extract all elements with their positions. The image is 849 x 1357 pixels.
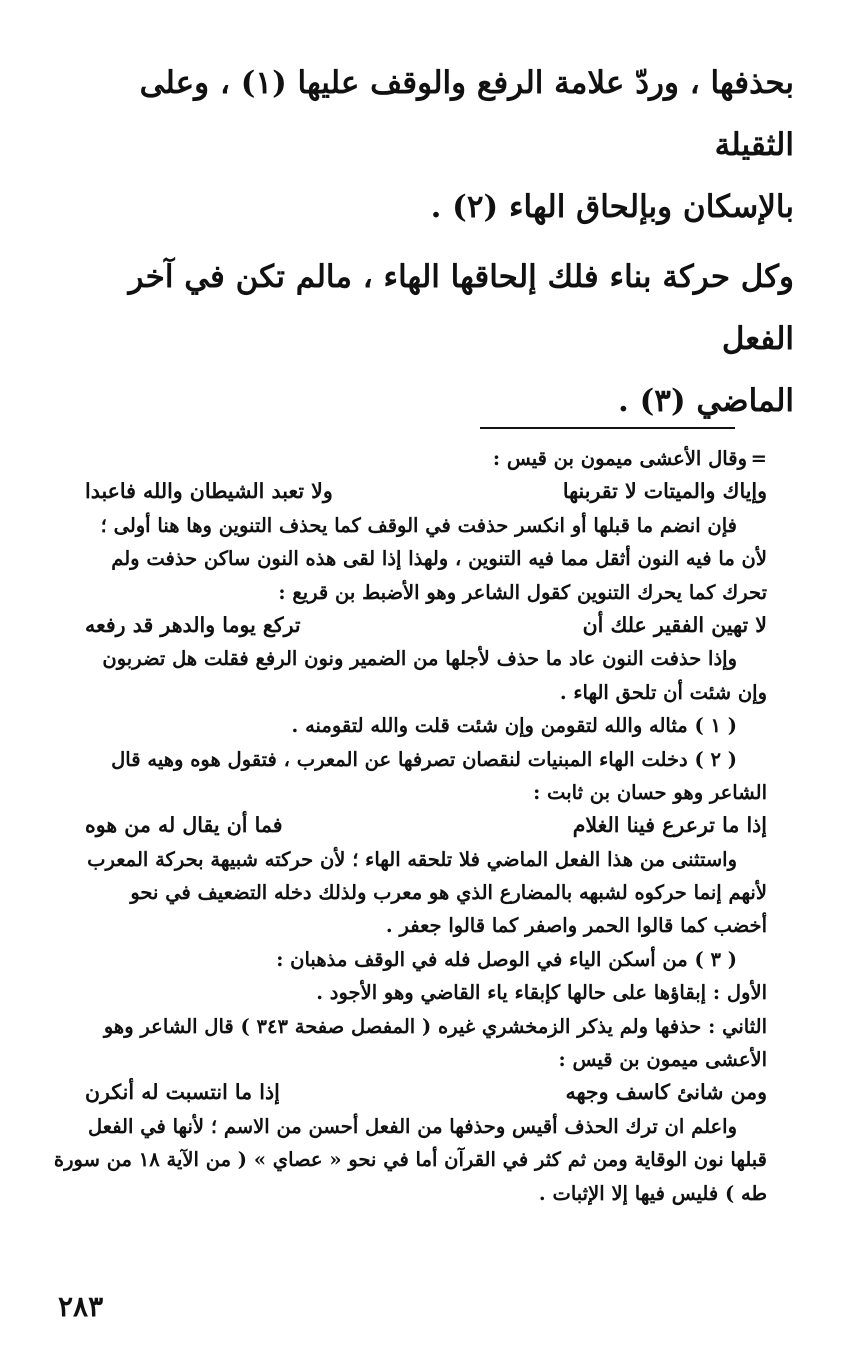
footnote-line: الثاني : حذفها ولم يذكر الزمخشري غيره ( المفصل صفحة ٣٤٣ ) قال الشاعر وهو	[103, 1014, 767, 1038]
main-text	[60, 52, 794, 432]
verse-hemistich: فما أن يقال له من هوه	[85, 813, 283, 838]
footnote-line: وإذا حذفت النون عاد ما حذف لأجلها من الضمير ونون الرفع فقلت هل تضربون	[102, 647, 737, 671]
verse-line	[85, 1076, 767, 1109]
footnote-line: قبلها نون الوقاية ومن ثم كثر في القرآن أما في نحو « عصاي » ( من الآية ١٨ من سورة	[53, 1148, 767, 1172]
verse-hemistich: تركع يوما والدهر قد رفعه	[85, 612, 301, 637]
verse-hemistich: إذا ما انتسبت له أنكرن	[85, 1080, 280, 1105]
footnotes	[53, 442, 767, 1210]
main-line: بحذفها ، وردّ علامة الرفع والوقف عليها (١) ، وعلى الثقيلة	[139, 65, 794, 163]
footnote-line: طه ) فليس فيها إلا الإثبات .	[538, 1181, 767, 1205]
footnote-line: واستثنى من هذا الفعل الماضي فلا تلحقه الهاء ؛ لأن حركته شبيهة بحركة المعرب	[87, 847, 737, 871]
footnote-line: الأعشى ميمون بن قيس :	[558, 1048, 767, 1072]
footnote-line: لأنهم إنما حركوه لشبهه بالمضارع الذي هو معرب ولذلك دخله التضعيف في نحو	[130, 881, 767, 905]
continuation-mark: =	[750, 447, 767, 470]
footnote-line: تحرك كما يحرك التنوين كقول الشاعر وهو الأضبط بن قريع :	[278, 580, 767, 604]
footnote-text: وقال الأعشى ميمون بن قيس :	[492, 447, 747, 470]
verse-line	[85, 609, 767, 642]
verse-hemistich: لا تهين الفقير علك أن	[582, 612, 767, 637]
page-number: ٢٨٣	[58, 1290, 104, 1323]
main-line: الماضي (٣) .	[618, 383, 794, 419]
footnote-line: الشاعر وهو حسان بن ثابت :	[533, 780, 767, 804]
footnote-line: ( ٢ ) دخلت الهاء المبنيات لنقصان تصرفها عن المعرب ، فتقول هوه وهيه قال	[111, 747, 737, 771]
main-line: بالإسكان وبإلحاق الهاء (٢) .	[430, 189, 794, 225]
footnote-line: ( ٣ ) من أسكن الياء في الوصل فله في الوقف مذهبان :	[276, 947, 737, 971]
footnote-separator	[480, 427, 735, 429]
verse-hemistich: ومن شانئ كاسف وجهه	[565, 1080, 767, 1105]
footnote-line: فإن انضم ما قبلها أو انكسر حذفت في الوقف كما يحذف التنوين وها هنا أولى ؛	[100, 513, 737, 537]
verse-hemistich: وإياك والميتات لا تقربنها	[562, 479, 767, 504]
verse-line	[85, 475, 767, 508]
footnote-line: أخضب كما قالوا الحمر واصفر كما قالوا جعفر .	[385, 914, 767, 938]
footnote-line: واعلم ان ترك الحذف أقيس وحذفها من الفعل أحسن من الاسم ؛ لأنها في الفعل	[88, 1114, 737, 1138]
footnote-line: لأن ما فيه النون أثقل مما فيه التنوين ، ولهذا إذا لقى هذه النون ساكن حذفت ولم	[111, 547, 767, 571]
verse-hemistich: ولا تعبد الشيطان والله فاعبدا	[85, 479, 333, 504]
footnote-line: الأول : إبقاؤها على حالها كإبقاء ياء القاضي وهو الأجود .	[316, 981, 767, 1005]
footnote-line	[85, 442, 767, 475]
verse-hemistich: إذا ما ترعرع فينا الغلام	[572, 813, 767, 838]
main-line: وكل حركة بناء فلك إلحاقها الهاء ، مالم تكن في آخر الفعل	[128, 259, 794, 357]
verse-line	[85, 809, 767, 842]
footnote-line: ( ١ ) مثاله والله لتقومن وإن شئت قلت والله لتقومنه .	[291, 714, 737, 738]
footnote-line: وإن شئت أن تلحق الهاء .	[559, 680, 767, 704]
